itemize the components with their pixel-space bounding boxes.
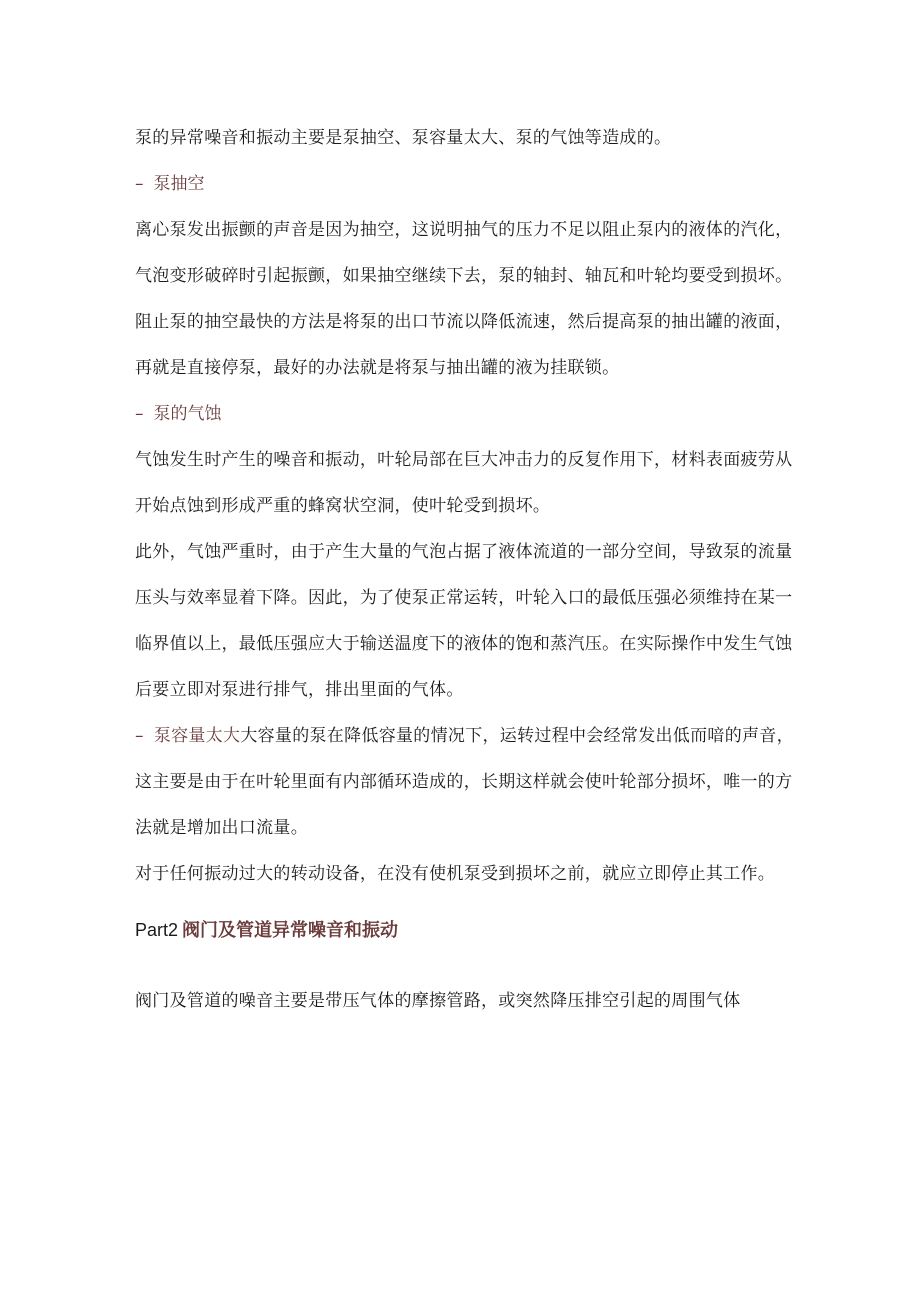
- closing-paragraph: 对于任何振动过大的转动设备，在没有使机泵受到损坏之前，就应立即停止其工作。: [135, 864, 776, 884]
- paragraph: 阀门及管道的噪音主要是带压气体的摩擦管路，或突然降压排空引起的周围气体: [135, 991, 741, 1011]
- heading-dash: –: [135, 404, 144, 424]
- part-label: Part2: [135, 920, 179, 940]
- part-title: [135, 907, 795, 954]
- document-body: [135, 115, 795, 1024]
- heading-text: 泵的气蚀: [153, 404, 222, 424]
- section-heading-pump-cavitation-empty: [135, 161, 795, 207]
- paragraph: 气蚀发生时产生的噪音和振动，叶轮局部在巨大冲击力的反复作用下，材料表面疲劳从开始点蚀到形成严重的蜂窝状空洞，使叶轮受到损坏。: [135, 450, 793, 516]
- section-paragraph-pump-oversize: [135, 713, 795, 851]
- heading-text: 泵容量太大: [153, 726, 241, 746]
- paragraph-text: 大容量的泵在降低容量的情况下，运转过程中会经常发出低而喑的声音，这主要是由于在叶轮里面有内部循环造成的，长期这样就会使叶轮部分损坏，唯一的方法就是增加出口流量。: [135, 726, 794, 838]
- section-heading-pump-cavitation: [135, 391, 795, 437]
- intro-paragraph: 泵的异常噪音和振动主要是泵抽空、泵容量太大、泵的气蚀等造成的。: [135, 128, 672, 148]
- paragraph: 离心泵发出振颤的声音是因为抽空，这说明抽气的压力不足以阻止泵内的液体的汽化，气泡变形破碎时引起振颤，如果抽空继续下去，泵的轴封、轴瓦和叶轮均要受到损坏。: [135, 220, 793, 286]
- heading-dash: –: [135, 174, 144, 194]
- heading-dash: –: [135, 726, 144, 746]
- heading-text: 泵抽空: [153, 174, 205, 194]
- part-name: 阀门及管道异常噪音和振动: [182, 920, 399, 941]
- inline-heading: [135, 726, 240, 746]
- paragraph: 阻止泵的抽空最快的方法是将泵的出口节流以降低流速，然后提高泵的抽出罐的液面，再就是直接停泵，最好的办法就是将泵与抽出罐的液为挂联锁。: [135, 312, 793, 378]
- paragraph: 此外，气蚀严重时，由于产生大量的气泡占据了液体流道的一部分空间，导致泵的流量压头与效率显着下降。因此，为了使泵正常运转，叶轮入口的最低压强必须维持在某一临界值以上，最低压强应大于输送温度下的液体的饱和蒸汽压。在实际操作中发生气蚀后要立即对泵进行排气，排出里面的气体。: [135, 542, 793, 700]
